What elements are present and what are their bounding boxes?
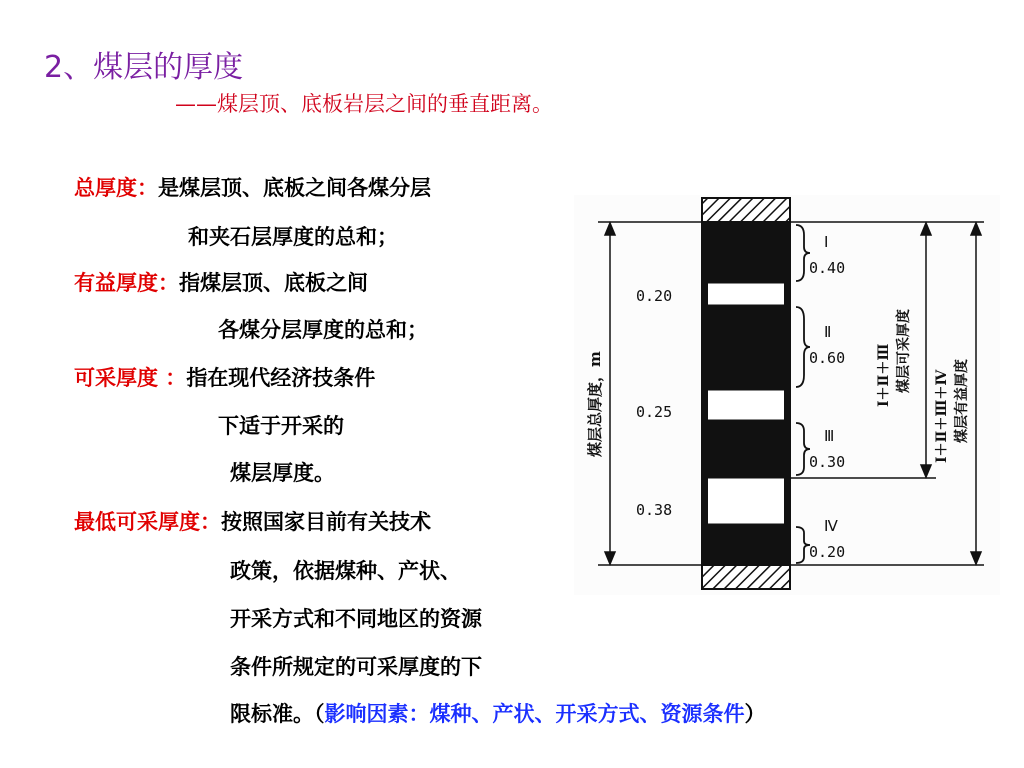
- left-axis-label: 煤层总厚度，m: [586, 351, 604, 457]
- parting-label: 0.25: [636, 403, 673, 421]
- influence-factors: 影响因素：煤种、产状、开采方式、资源条件: [324, 701, 745, 726]
- definition-text: 是煤层顶、底板之间各煤分层: [158, 175, 431, 200]
- definition-total: [74, 172, 431, 202]
- definition-text: 限标准。（: [230, 701, 325, 726]
- right-label-minable-formula: Ⅰ＋Ⅱ＋Ⅲ: [876, 343, 892, 407]
- definition-useful: [74, 267, 368, 297]
- parting-label: 0.38: [636, 501, 673, 519]
- term-min-minable-thickness: 最低可采厚度：: [74, 509, 221, 534]
- definition-text: 按照国家目前有关技术: [221, 509, 431, 534]
- definition-text: 指煤层顶、底板之间: [179, 270, 368, 295]
- floor-rock: [702, 565, 790, 589]
- parting-label: 0.20: [636, 287, 673, 305]
- right-label-useful-formula: Ⅰ＋Ⅱ＋Ⅲ＋Ⅳ: [934, 369, 950, 463]
- definition-text: 和夹石层厚度的总和；: [188, 224, 398, 249]
- seam-roman: Ⅱ: [824, 323, 832, 341]
- right-label-useful: 煤层有益厚度: [954, 359, 970, 443]
- seam-roman: Ⅲ: [824, 427, 835, 445]
- term-useful-thickness: 有益厚度：: [74, 270, 179, 295]
- definition-text: 开采方式和不同地区的资源: [230, 606, 482, 631]
- seam-thickness: 0.60: [809, 349, 846, 367]
- definition-minable: [74, 362, 375, 392]
- definition-text: 煤层厚度。: [230, 460, 335, 485]
- parting-band: [702, 478, 790, 524]
- definition-text: 条件所规定的可采厚度的下: [230, 654, 482, 679]
- slide-subtitle: ——煤层顶、底板岩层之间的垂直距离。: [175, 92, 553, 116]
- seam-thickness: 0.40: [809, 259, 846, 277]
- slide-title: 2、煤层的厚度: [44, 50, 244, 85]
- term-total-thickness: 总厚度：: [74, 175, 158, 200]
- seam-roman: Ⅳ: [824, 517, 838, 535]
- definition-text: 各煤分层厚度的总和；: [218, 317, 428, 342]
- parting-band: [702, 283, 790, 305]
- closing-paren: ）: [744, 701, 766, 726]
- seam-thickness: 0.30: [809, 453, 846, 471]
- definition-min-minable: [74, 506, 431, 536]
- definition-text: 下适于开采的: [218, 413, 344, 438]
- parting-band: [702, 390, 790, 420]
- term-minable-thickness: 可采厚度 ：: [74, 365, 187, 390]
- coal-seam-diagram: [574, 195, 1000, 595]
- right-label-minable: 煤层可采厚度: [896, 309, 912, 393]
- seam-roman: Ⅰ: [824, 233, 829, 251]
- definition-text: 指在现代经济技条件: [186, 365, 376, 390]
- seam-thickness: 0.20: [809, 543, 846, 561]
- definition-last-line: [230, 698, 766, 728]
- definition-text: 政策，依据煤种、产状、: [230, 558, 461, 583]
- roof-rock: [702, 198, 790, 222]
